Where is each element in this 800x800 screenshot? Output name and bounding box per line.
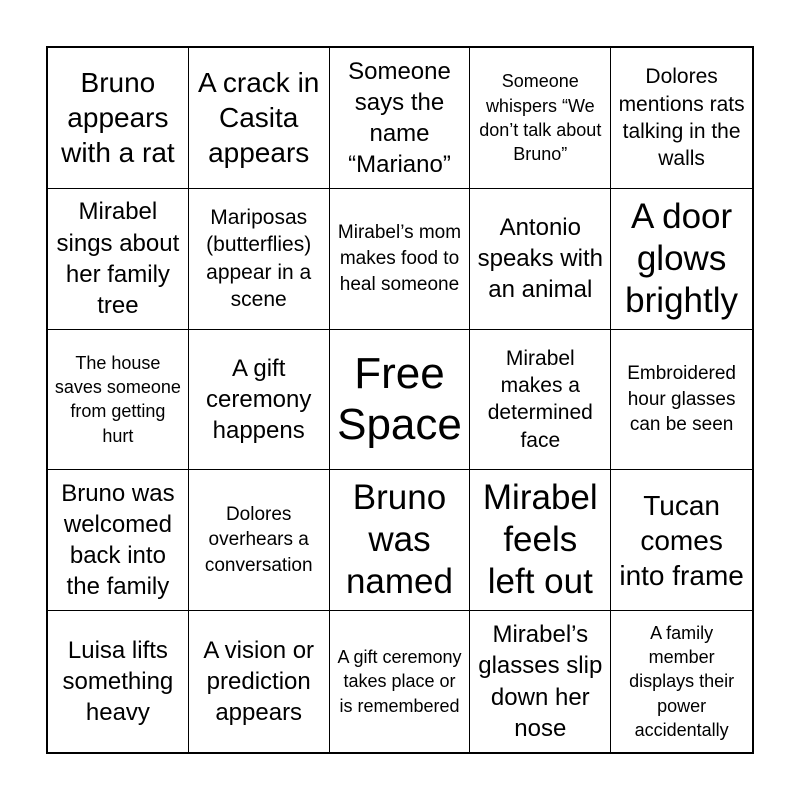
cell-text: Antonio speaks with an animal	[477, 213, 603, 304]
cell-text: Embroidered hour glasses can be seen	[627, 363, 736, 436]
bingo-cell-r2c1[interactable]	[48, 189, 189, 330]
bingo-cell-r3c1[interactable]	[48, 330, 189, 471]
bingo-cell-r4c2[interactable]	[189, 470, 330, 611]
bingo-cell-r2c4[interactable]	[470, 189, 611, 330]
cell-text: Mariposas (butterflies) appear in a scene	[206, 206, 312, 311]
cell-text: Luisa lifts something heavy	[62, 636, 174, 727]
cell-text: Dolores overhears a conversation	[204, 503, 313, 577]
cell-text: Free Space	[337, 348, 462, 450]
bingo-cell-r1c3[interactable]	[330, 48, 471, 189]
cell-text: Bruno appears with a rat	[61, 67, 175, 169]
cell-text: A crack in Casita appears	[198, 67, 320, 169]
bingo-cell-r3c5[interactable]	[611, 330, 752, 471]
cell-text: Mirabel’s glasses slip down her nose	[478, 621, 603, 742]
bingo-cell-r4c4[interactable]	[470, 470, 611, 611]
cell-text: Mirabel sings about her family tree	[56, 198, 180, 319]
cell-text: A family member displays their power accidentally	[629, 622, 735, 741]
bingo-cell-r3c2[interactable]	[189, 330, 330, 471]
cell-text: A vision or prediction appears	[203, 636, 315, 727]
cell-text: The house saves someone from getting hurt	[54, 352, 181, 446]
cell-text: Tucan comes into frame	[619, 489, 744, 591]
bingo-cell-r5c1[interactable]	[48, 611, 189, 752]
bingo-cell-r4c5[interactable]	[611, 470, 752, 611]
bingo-cell-r1c4[interactable]	[470, 48, 611, 189]
bingo-cell-r5c3[interactable]	[330, 611, 471, 752]
bingo-cell-r3c4[interactable]	[470, 330, 611, 471]
bingo-cell-r1c2[interactable]	[189, 48, 330, 189]
bingo-cell-free-space[interactable]	[330, 330, 471, 471]
cell-text: A gift ceremony happens	[206, 354, 312, 445]
cell-text: Bruno was welcomed back into the family	[61, 479, 175, 601]
bingo-cell-r1c1[interactable]	[48, 48, 189, 189]
bingo-cell-r2c3[interactable]	[330, 189, 471, 330]
bingo-cell-r5c4[interactable]	[470, 611, 611, 752]
bingo-cell-r4c1[interactable]	[48, 470, 189, 611]
bingo-cell-r1c5[interactable]	[611, 48, 752, 189]
cell-text: A door glows brightly	[625, 196, 738, 320]
bingo-cell-r2c2[interactable]	[189, 189, 330, 330]
bingo-cell-r5c5[interactable]	[611, 611, 752, 752]
cell-text: Someone whispers “We don’t talk about Bruno”	[479, 71, 602, 165]
cell-text: Mirabel’s mom makes food to heal someone	[337, 222, 462, 295]
cell-text: A gift ceremony takes place or is remembered	[337, 647, 462, 716]
bingo-cell-r4c3[interactable]	[330, 470, 471, 611]
cell-text: Someone says the name “Mariano”	[348, 57, 451, 179]
bingo-cell-r2c5[interactable]	[611, 189, 752, 330]
cell-text: Mirabel makes a determined face	[487, 346, 593, 452]
cell-text: Dolores mentions rats talking in the walls	[618, 65, 745, 171]
cell-text: Bruno was named	[345, 478, 453, 602]
bingo-board	[46, 46, 754, 754]
cell-text: Mirabel feels left out	[482, 478, 598, 602]
bingo-cell-r5c2[interactable]	[189, 611, 330, 752]
